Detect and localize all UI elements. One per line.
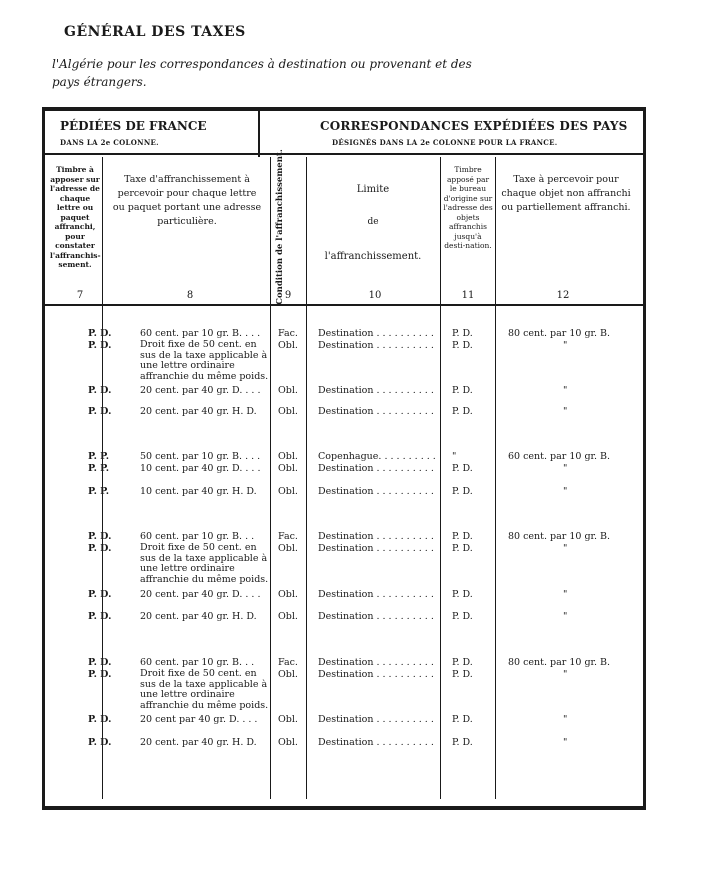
row-9-c7: P. D. [88, 543, 112, 554]
row-5-c8: 50 cent. par 10 gr. B. . . . [140, 451, 261, 462]
col-divider-9-10 [306, 157, 307, 799]
col9-header [268, 149, 292, 305]
page-subtitle: l'Algérie pour les correspondances à destination ou provenant et des pays étrangers. [52, 57, 472, 89]
row-10-c8: 20 cent. par 40 gr. D. . . . [140, 589, 261, 600]
row-15-c7: P. D. [88, 737, 112, 748]
col-divider-7-8 [102, 157, 103, 799]
row-4-c7: P. D. [88, 406, 112, 417]
row-7-c10: Destination . . . . . . . . . . [318, 486, 434, 497]
row-6-c7: P. P. [88, 463, 110, 474]
row-14-c10: Destination . . . . . . . . . . [318, 714, 434, 725]
row-13-c7: P. D. [88, 669, 112, 680]
col12-number: 12 [556, 290, 570, 301]
row-11-c11: P. D. [452, 611, 473, 622]
row-8-c12: 80 cent. par 10 gr. B. [508, 531, 611, 542]
row-12-c11: P. D. [452, 657, 473, 668]
row-14-c7: P. D. [88, 714, 112, 725]
row-11-c7: P. D. [88, 611, 112, 622]
row-2-c12: " [563, 340, 568, 351]
row-4-c12: " [563, 406, 568, 417]
row-13-c11: P. D. [452, 669, 473, 680]
row-7-c7: P. P. [88, 486, 110, 497]
colnum-rule [42, 304, 646, 306]
col12-header: Taxe à percevoir pour chaque objet non affranchi ou partiellement affranchi. [501, 174, 631, 213]
row-1-c7: P. D. [88, 328, 112, 339]
row-3-c11: P. D. [452, 385, 473, 396]
row-13-c10: Destination . . . . . . . . . . [318, 669, 434, 680]
row-10-c10: Destination . . . . . . . . . . [318, 589, 434, 600]
row-15-c10: Destination . . . . . . . . . . [318, 737, 434, 748]
row-9-c11: P. D. [452, 543, 473, 554]
col7-number: 7 [76, 290, 84, 301]
row-5-c7: P. P. [88, 451, 110, 462]
section-divider [258, 108, 260, 157]
row-6-c11: P. D. [452, 463, 473, 474]
row-8-c11: P. D. [452, 531, 473, 542]
row-3-c9: Obl. [278, 385, 298, 396]
row-5-c9: Obl. [278, 451, 298, 462]
row-14-c12: " [563, 714, 568, 725]
row-15-c9: Obl. [278, 737, 298, 748]
row-7-c12: " [563, 486, 568, 497]
col-divider-10-11 [440, 157, 441, 799]
row-11-c10: Destination . . . . . . . . . . [318, 611, 434, 622]
row-8-c9: Fac. [278, 531, 298, 542]
row-8-c7: P. D. [88, 531, 112, 542]
col10-number: 10 [368, 290, 382, 301]
row-12-c8: 60 cent. par 10 gr. B. . . [140, 657, 255, 668]
row-7-c8: 10 cent. par 40 gr. H. D. [140, 486, 257, 497]
section-right-subtitle: DÉSIGNÉS DANS LA 2e COLONNE POUR LA FRANCE. [332, 138, 558, 147]
row-12-c9: Fac. [278, 657, 298, 668]
row-6-c10: Destination . . . . . . . . . . [318, 463, 434, 474]
row-6-c8: 10 cent. par 40 gr. D. . . . [140, 463, 261, 474]
col11-header: Timbre apposé par le bureau d'origine sur l'adresse des objets affranchis jusqu'à desti-nation. [443, 165, 493, 250]
row-14-c8: 20 cent par 40 gr. D. . . . [140, 714, 258, 725]
row-4-c9: Obl. [278, 406, 298, 417]
row-1-c10: Destination . . . . . . . . . . [318, 328, 434, 339]
row-3-c10: Destination . . . . . . . . . . [318, 385, 434, 396]
col8-number: 8 [186, 290, 194, 301]
col10-header-1: Limite [356, 184, 390, 195]
row-7-c9: Obl. [278, 486, 298, 497]
row-10-c9: Obl. [278, 589, 298, 600]
row-7-c11: P. D. [452, 486, 473, 497]
row-14-c11: P. D. [452, 714, 473, 725]
row-12-c7: P. D. [88, 657, 112, 668]
row-2-c7: P. D. [88, 340, 112, 351]
row-3-c12: " [563, 385, 568, 396]
row-1-c12: 80 cent. par 10 gr. B. [508, 328, 611, 339]
row-15-c8: 20 cent. par 40 gr. H. D. [140, 737, 257, 748]
row-15-c12: " [563, 737, 568, 748]
section-right-title: CORRESPONDANCES EXPÉDIÉES DES PAYS [320, 119, 628, 133]
row-3-c7: P. D. [88, 385, 112, 396]
row-9-c8: Droit fixe de 50 cent. en sus de la taxe applicable à une lettre ordinaire affranchie du même poids. [140, 542, 269, 585]
col9-number: 9 [284, 290, 292, 301]
row-8-c8: 60 cent. par 10 gr. B. . . [140, 531, 255, 542]
row-6-c9: Obl. [278, 463, 298, 474]
row-10-c11: P. D. [452, 589, 473, 600]
row-2-c10: Destination . . . . . . . . . . [318, 340, 434, 351]
row-2-c11: P. D. [452, 340, 473, 351]
row-4-c11: P. D. [452, 406, 473, 417]
row-9-c12: " [563, 543, 568, 554]
row-2-c9: Obl. [278, 340, 298, 351]
row-13-c12: " [563, 669, 568, 680]
col9-header-text: Condition de l'affranchissement. [275, 149, 285, 305]
col11-number: 11 [461, 290, 475, 301]
section-left-title: PÉDIÉES DE FRANCE [60, 119, 207, 133]
row-14-c9: Obl. [278, 714, 298, 725]
row-13-c9: Obl. [278, 669, 298, 680]
row-11-c9: Obl. [278, 611, 298, 622]
row-2-c8: Droit fixe de 50 cent. en sus de la taxe applicable à une lettre ordinaire affranchie du même poids. [140, 339, 269, 382]
row-12-c12: 80 cent. par 10 gr. B. [508, 657, 611, 668]
col10-header-3: l'affranchissement. [324, 251, 422, 262]
row-9-c9: Obl. [278, 543, 298, 554]
row-5-c10: Copenhague. . . . . . . . . . [318, 451, 436, 462]
row-1-c11: P. D. [452, 328, 473, 339]
row-3-c8: 20 cent. par 40 gr. D. . . . [140, 385, 261, 396]
row-5-c12: 60 cent. par 10 gr. B. [508, 451, 611, 462]
row-10-c12: " [563, 589, 568, 600]
header-rule [42, 153, 646, 155]
row-9-c10: Destination . . . . . . . . . . [318, 543, 434, 554]
row-10-c7: P. D. [88, 589, 112, 600]
row-8-c10: Destination . . . . . . . . . . [318, 531, 434, 542]
col8-header: Taxe d'affranchissement à percevoir pour chaque lettre ou paquet portant une adresse particulière. [112, 174, 262, 227]
row-13-c8: Droit fixe de 50 cent. en sus de la taxe applicable à une lettre ordinaire affranchie du même poids. [140, 668, 269, 711]
row-15-c11: P. D. [452, 737, 473, 748]
col7-header: Timbre à apposer sur l'adresse de chaque lettre ou paquet affranchi, pour constater l'affranchis-sement. [50, 165, 101, 269]
col10-header-2: de [367, 217, 379, 227]
row-11-c12: " [563, 611, 568, 622]
row-12-c10: Destination . . . . . . . . . . [318, 657, 434, 668]
row-5-c11: " [452, 451, 457, 462]
row-4-c8: 20 cent. par 40 gr. H. D. [140, 406, 257, 417]
row-6-c12: " [563, 463, 568, 474]
row-11-c8: 20 cent. par 40 gr. H. D. [140, 611, 257, 622]
col-divider-11-12 [495, 157, 496, 799]
row-1-c9: Fac. [278, 328, 298, 339]
page-title: GÉNÉRAL DES TAXES [64, 24, 246, 40]
row-4-c10: Destination . . . . . . . . . . [318, 406, 434, 417]
row-1-c8: 60 cent. par 10 gr. B. . . . [140, 328, 261, 339]
section-left-subtitle: DANS LA 2e COLONNE. [60, 138, 159, 147]
